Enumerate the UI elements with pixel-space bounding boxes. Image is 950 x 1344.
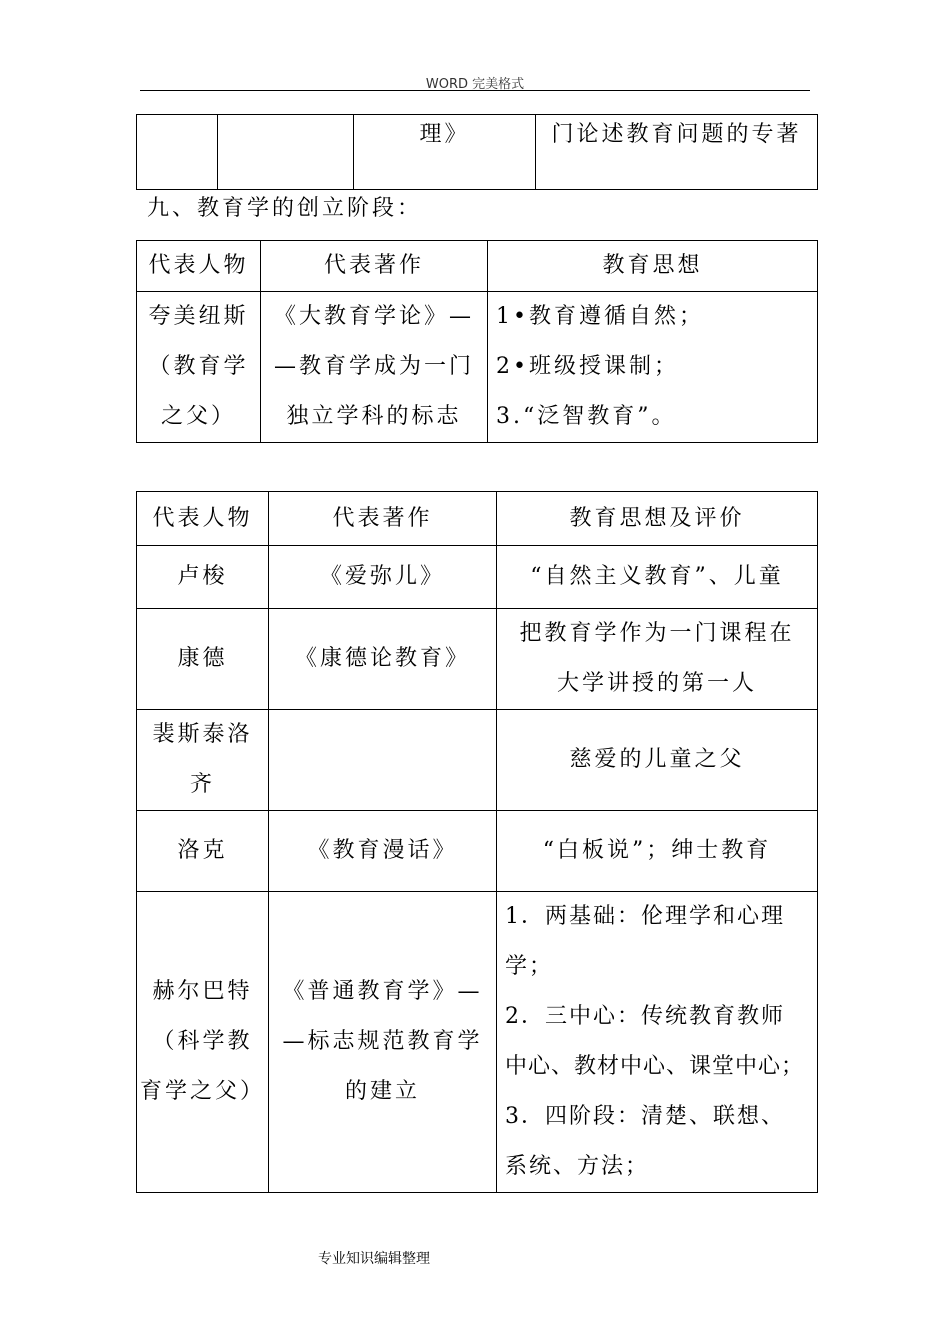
idea-line: 2•班级授课制； [496,354,679,379]
work-cell [269,710,497,811]
section-heading: 九、教育学的创立阶段： [147,196,423,221]
table-comenius [136,240,818,443]
person-cell [137,710,269,811]
person-line: 齐 [189,772,215,797]
table2-header-person: 代表人物 [137,492,269,546]
continued-cell-4: 门论述教育问题的专著 [536,115,818,190]
idea-cell [497,811,818,892]
idea-line: 大学讲授的第一人 [556,671,757,696]
idea-cell [497,710,818,811]
person-cell [137,546,269,609]
work-line: —标志规范教育学 [282,1029,483,1054]
table-row [137,710,818,811]
idea-line: 学； [505,954,554,979]
table1-person-cell [137,292,261,443]
table-row [137,546,818,609]
person-cell [137,892,269,1193]
idea-line: 3.“泛智教育”。 [496,404,677,429]
table2-header-work: 代表著作 [269,492,497,546]
table1-header-work: 代表著作 [261,241,488,292]
person-line: 康德 [177,646,228,671]
work-line: —教育学成为一门 [273,354,474,379]
person-line: 洛克 [177,838,228,863]
idea-line: 1．两基础：伦理学和心理 [505,904,785,929]
idea-line: 3．四阶段：清楚、联想、 [505,1104,785,1129]
idea-cell [497,546,818,609]
idea-line: 把教育学作为一门课程在 [519,621,795,646]
header-rule [140,90,810,91]
person-line: 卢梭 [177,564,228,589]
work-cell [269,892,497,1193]
idea-line: 中心、教材中心、课堂中心； [505,1054,805,1079]
person-cell [137,609,269,710]
table1-header-person: 代表人物 [137,241,261,292]
idea-line: “自然主义教育”、儿童 [530,564,784,589]
work-line: 的建立 [344,1079,420,1104]
page-header: WORD 完美格式 [425,77,525,92]
person-line: 之父） [160,404,236,429]
idea-line: “白板说”；绅士教育 [542,838,772,863]
person-line: （科学教 [152,1029,253,1054]
person-line: 夸美纽斯 [148,304,249,329]
work-line: 独立学科的标志 [286,404,462,429]
table1-header-ideas: 教育思想 [488,241,818,292]
table1-ideas-cell [488,292,818,443]
work-line: 《爱弥儿》 [319,564,445,589]
work-line: 《大教育学论》— [273,304,474,329]
person-cell [137,811,269,892]
work-line: 《康德论教育》 [294,646,470,671]
work-line: 《教育漫话》 [307,838,458,863]
page-footer: 专业知识编辑整理 [318,1251,430,1267]
table-row [137,811,818,892]
work-line: 《普通教育学》— [282,979,483,1004]
idea-line: 1•教育遵循自然； [496,304,704,329]
idea-cell [497,609,818,710]
person-line: 赫尔巴特 [152,979,253,1004]
idea-line: 2．三中心：传统教育教师 [505,1004,785,1029]
table2-header-ideas: 教育思想及评价 [497,492,818,546]
continued-table [136,114,818,190]
table-row [137,892,818,1193]
person-line: 裴斯泰洛 [152,722,253,747]
person-line: （教育学 [148,354,249,379]
continued-cell-3: 理》 [354,115,536,190]
person-line: 育学之父） [139,1079,265,1104]
table1-work-cell [261,292,488,443]
continued-cell-2 [218,115,354,190]
work-cell [269,546,497,609]
idea-line: 系统、方法； [505,1154,650,1179]
table-educators [136,491,818,1193]
table-row [137,609,818,710]
idea-cell [497,892,818,1193]
work-cell [269,811,497,892]
idea-line: 慈爱的儿童之父 [569,747,745,772]
continued-cell-1 [137,115,218,190]
work-cell [269,609,497,710]
